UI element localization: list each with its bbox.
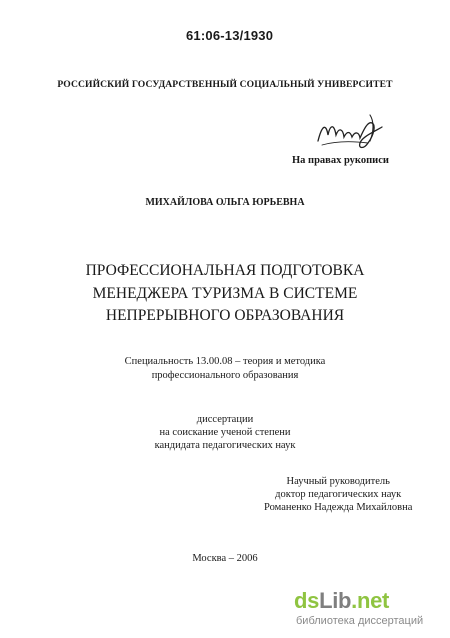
title-line: НЕПРЕРЫВНОГО ОБРАЗОВАНИЯ: [105, 307, 345, 324]
purpose-line: диссертации: [196, 414, 254, 425]
dslib-logo: [294, 588, 389, 614]
advisor-line: Научный руководитель: [286, 476, 390, 487]
watermark-tagline: библиотека диссертаций: [296, 615, 424, 627]
advisor-line: Романенко Надежда Михайловна: [264, 502, 413, 513]
specialty-block: [0, 355, 450, 383]
dissertation-title: [0, 260, 450, 328]
logo-net: .net: [351, 588, 390, 613]
title-line: ПРОФЕССИОНАЛЬНАЯ ПОДГОТОВКА: [85, 262, 365, 279]
advisor-line: доктор педагогических наук: [275, 489, 402, 500]
logo-ds: ds: [294, 588, 320, 613]
specialty-line: Специальность 13.00.08 – теория и методика: [124, 356, 326, 367]
handwritten-signature-icon: [312, 111, 390, 157]
dissertation-purpose: [0, 413, 450, 452]
purpose-line: на соискание ученой степени: [159, 427, 291, 438]
title-line: МЕНЕДЖЕРА ТУРИЗМА В СИСТЕМЕ: [92, 284, 358, 302]
university-name: РОССИЙСКИЙ ГОСУДАРСТВЕННЫЙ СОЦИАЛЬНЫЙ УНИВЕРСИТЕТ: [57, 79, 393, 90]
catalog-code: 61:06-13/1930: [186, 28, 274, 43]
city-year: Москва – 2006: [192, 553, 258, 564]
scientific-advisor: [264, 475, 412, 514]
manuscript-note: На правах рукописи: [292, 155, 389, 166]
purpose-line: кандидата педагогических наук: [154, 440, 296, 451]
specialty-line: профессионального образования: [151, 370, 299, 381]
logo-lib: Lib: [319, 588, 352, 613]
dslib-watermark[interactable]: [294, 588, 444, 634]
author-name: МИХАЙЛОВА ОЛЬГА ЮРЬЕВНА: [145, 197, 305, 208]
